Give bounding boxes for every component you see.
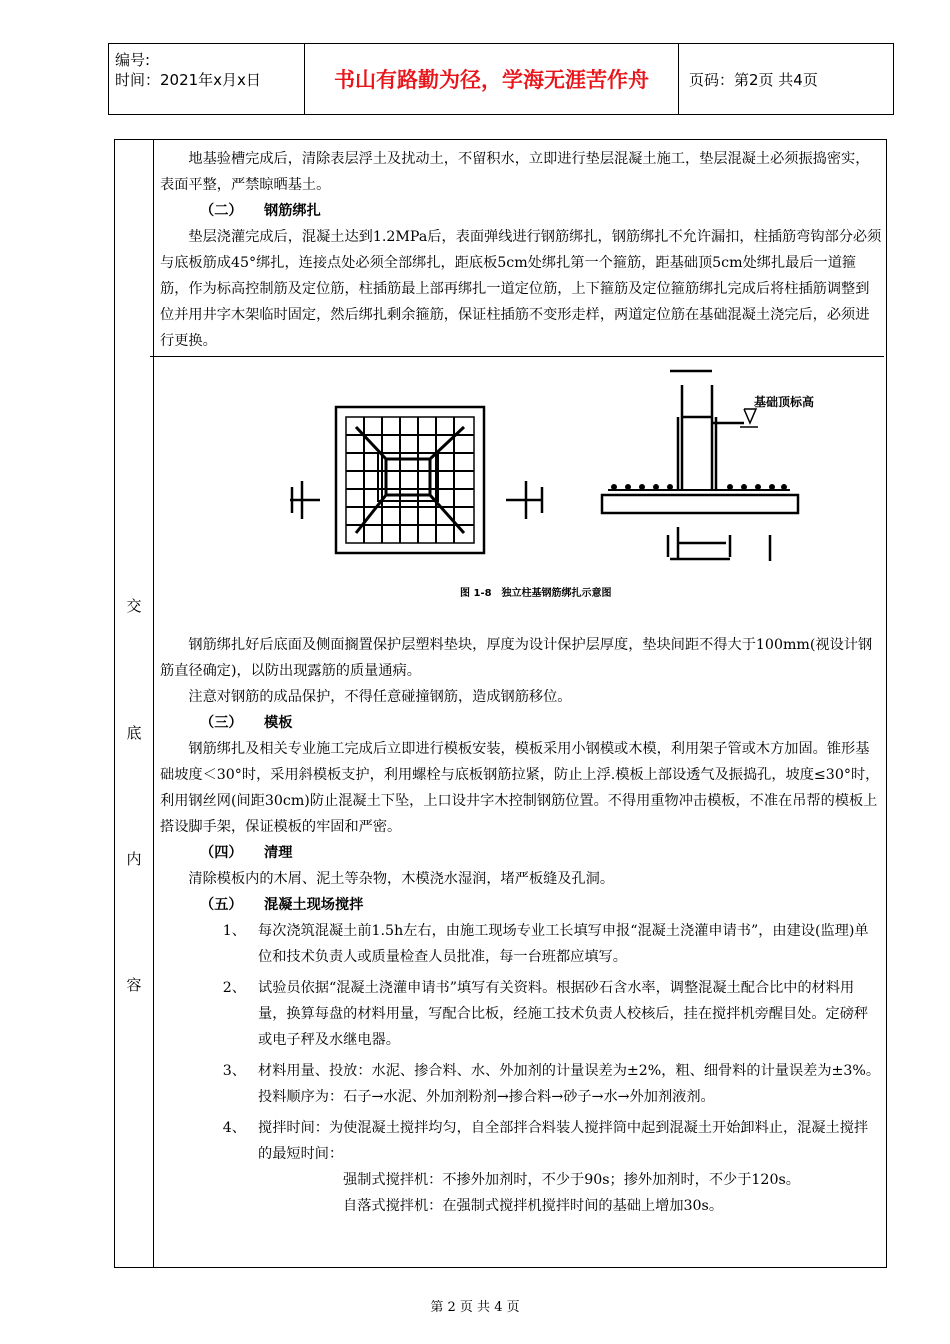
list-text: 试验员依据“混凝土浇灌申请书”填写有关资料。根据砂石含水率，调整混凝土配合比中的材料用量，换算每盘的材料用量，写配合比板，经施工技术负责人校核后，挂在搅拌机旁醒目处。定磅秤或电子秤及水继电器。 xyxy=(258,980,869,1048)
figure-label: 基础顶标高 xyxy=(754,395,815,409)
section-heading xyxy=(200,892,882,918)
header-motto: 书山有路勤为径，学海无涯苦作舟 xyxy=(305,44,679,114)
paragraph: 垫层浇灌完成后，混凝土达到1.2MPa后，表面弹线进行钢筋绑扎，钢筋绑扎不允许漏扣，柱插筋弯钩部分必须与底板筋成45°绑扎，连接点处必须全部绑扎，距底板5cm处绑扎第一个箍筋，距基础顶5cm处绑扎最后一道箍筋，作为标高控制筋及定位筋，柱插筋最上部再绑扎一道定位筋，上下箍筋及定位箍筋绑扎完成后将柱插筋调整到位并用井字木架临时固定，然后绑扎剩余箍筋，保证柱插筋不变形走样，两道定位筋在基础混凝土浇完后，必须进行更换。 xyxy=(160,229,882,349)
list-number: 1、 xyxy=(222,923,246,939)
plan-view-drawing xyxy=(290,407,542,553)
paragraph: 钢筋绑扎及相关专业施工完成后立即进行模板安装，模板采用小钢模或木模，利用架子管或木方加固。锥形基础坡度＜30°时，采用斜模板支护，利用螺栓与底板钢筋拉紧，防止上浮.模板上部设透气及振捣孔，坡度≤30°时，利用钢丝网(间距30cm)防止混凝土下坠，上口设井字木控制钢筋位置。不得用重物冲击模板，不准在吊帮的模板上搭设脚手架，保证模板的牢固和严密。 xyxy=(160,741,880,835)
paragraph: 地基验槽完成后，清除表层浮土及扰动土，不留积水，立即进行垫层混凝土施工，垫层混凝土必须振捣密实，表面平整，严禁晾晒基土。 xyxy=(160,151,870,193)
content-table xyxy=(114,139,887,1268)
section-heading xyxy=(200,840,882,866)
section-number: （五） xyxy=(200,897,243,913)
list-number: 4、 xyxy=(222,1120,246,1136)
paragraph: 清除模板内的木屑、泥土等杂物，木模浇水湿润，堵严板缝及孔洞。 xyxy=(188,871,615,887)
section-title: 钢筋绑扎 xyxy=(264,203,321,219)
list-item xyxy=(160,1115,882,1167)
header-page-label: 页码：第2页 共4页 xyxy=(689,70,818,89)
page-footer: 第 2 页 共 4 页 xyxy=(430,1300,520,1315)
section-title: 模板 xyxy=(264,715,293,731)
paragraph: 钢筋绑扎好后底面及侧面搁置保护层塑料垫块，厚度为设计保护层厚度，垫块间距不得大于100mm(视设计钢筋直径确定)，以防出现露筋的质量通病。 xyxy=(160,637,873,679)
section-heading xyxy=(200,710,882,736)
paragraph: 注意对钢筋的成品保护，不得任意碰撞钢筋，造成钢筋移位。 xyxy=(188,689,572,705)
time-label: 时间：2021年x月x日 xyxy=(115,71,261,89)
list-item xyxy=(160,975,882,1053)
section-heading xyxy=(200,198,882,224)
left-label-char: 内 xyxy=(126,850,142,868)
number-label: 编号: xyxy=(115,51,151,69)
section-number: （二） xyxy=(200,203,243,219)
content-bottom xyxy=(160,632,882,1219)
section-title: 清理 xyxy=(264,845,293,861)
figure-caption: 图 1-8 独立柱基钢筋绑扎示意图 xyxy=(460,588,612,599)
list-item xyxy=(160,918,882,970)
list-text: 搅拌时间：为使混凝土搅拌均匀，自全部拌合料装人搅拌筒中起到混凝土开始卸料止，混凝土搅拌的最短时间： xyxy=(258,1120,869,1162)
left-label-char: 底 xyxy=(126,724,142,742)
section-number: （三） xyxy=(200,715,243,731)
list-text: 材料用量、投放：水泥、掺合料、水、外加剂的计量误差为±2%，粗、细骨料的计量误差为±3%。投料顺序为：石子→水泥、外加剂粉剂→掺合料→砂子→水→外加剂液剂。 xyxy=(258,1063,881,1105)
sub-item: 强制式搅拌机：不掺外加剂时，不少于90s；掺外加剂时，不少于120s。 xyxy=(343,1172,800,1188)
section-title: 混凝土现场搅拌 xyxy=(264,897,364,913)
list-item xyxy=(160,1058,882,1110)
page-header xyxy=(108,43,894,115)
left-label-char: 交 xyxy=(126,597,142,615)
sub-item: 自落式搅拌机：在强制式搅拌机搅拌时间的基础上增加30s。 xyxy=(343,1198,724,1214)
content-top xyxy=(160,146,882,354)
left-label-char: 容 xyxy=(126,976,142,994)
left-label-column xyxy=(115,140,154,1267)
list-number: 3、 xyxy=(222,1063,246,1079)
list-text: 每次浇筑混凝土前1.5h左右，由施工现场专业工长填写申报“混凝土浇灌申请书”，由建设(监理)单位和技术负责人或质量检查人员批准，每一台班都应填写。 xyxy=(258,923,869,965)
header-meta xyxy=(109,44,305,114)
rebar-binding-figure xyxy=(150,357,887,607)
section-number: （四） xyxy=(200,845,243,861)
list-number: 2、 xyxy=(222,980,246,996)
